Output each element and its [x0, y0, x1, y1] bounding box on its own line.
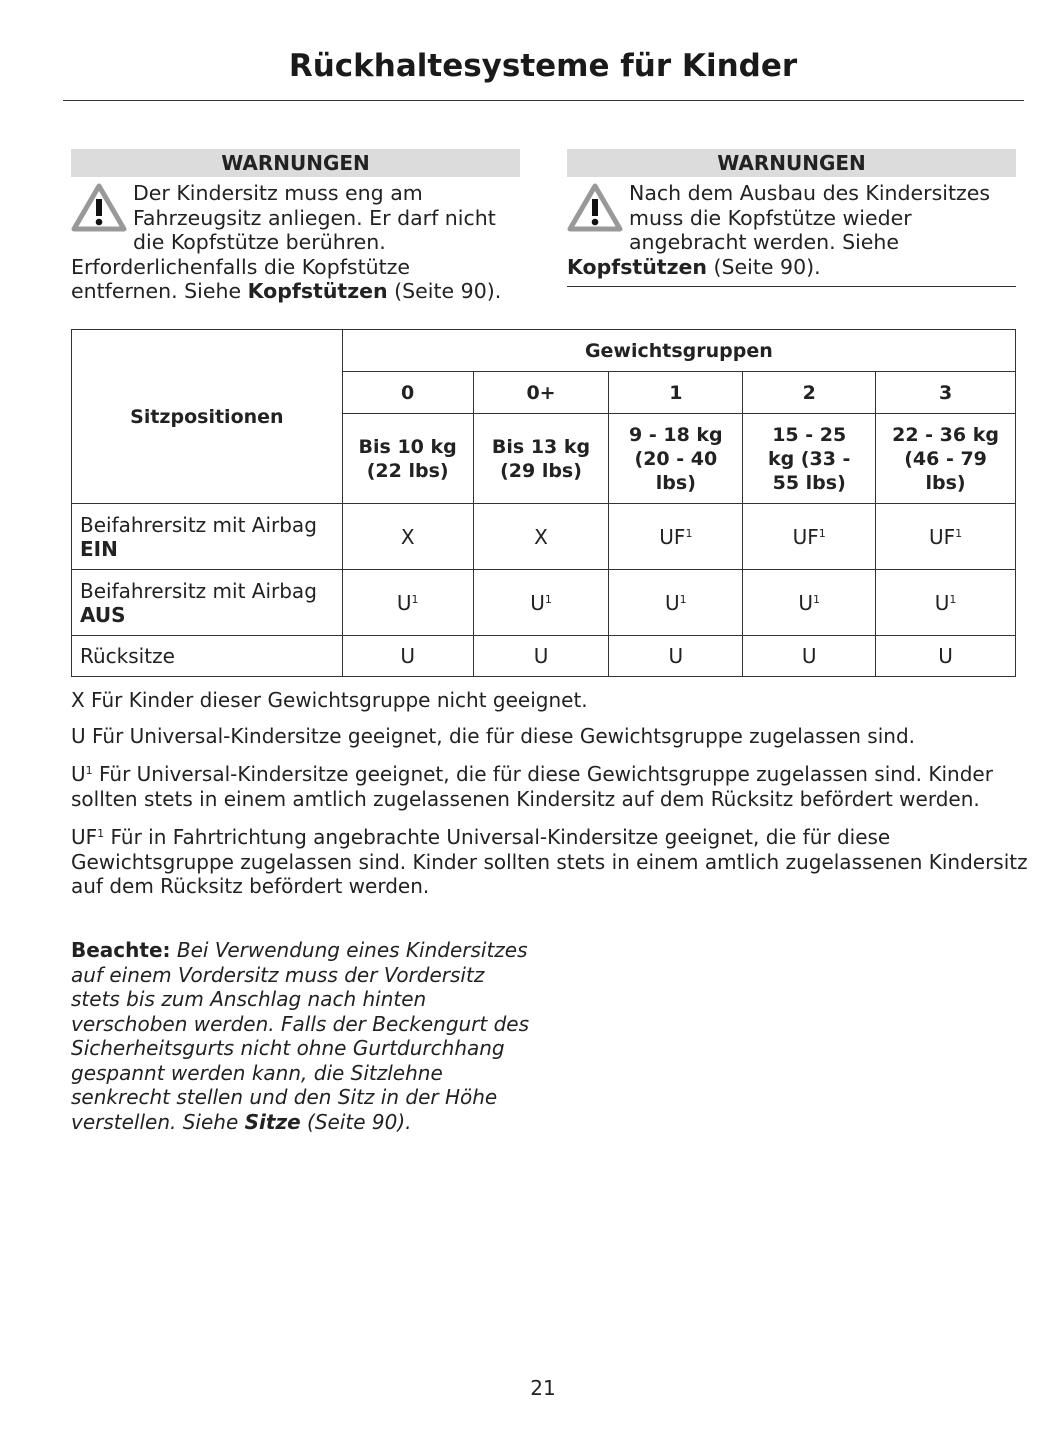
- weight-range: 9 - 18 kg (20 - 40 lbs): [609, 414, 743, 504]
- suitability-cell: [342, 570, 473, 636]
- legend-note: [71, 724, 1031, 749]
- title-divider: [63, 100, 1024, 101]
- weight-range: 15 - 25 kg (33 - 55 lbs): [743, 414, 876, 504]
- warning-triangle-icon: [567, 183, 623, 233]
- note-label: Beachte:: [71, 938, 171, 962]
- legend-text: Für Kinder dieser Gewichtsgruppe nicht geeignet.: [84, 688, 588, 712]
- seat-position-label: Beifahrersitz mit Airbag: [80, 512, 317, 537]
- suitability-code: U: [530, 590, 545, 615]
- legend-key: X: [71, 688, 85, 712]
- link-kopfstuetzen[interactable]: Kopfstützen: [247, 279, 388, 303]
- suitability-code: X: [400, 524, 415, 549]
- note-page-ref: (Seite 90).: [300, 1109, 412, 1134]
- table-row: [72, 570, 1016, 636]
- legend-note: [71, 759, 1031, 811]
- footnote-marker: 1: [685, 526, 693, 540]
- suitability-cell: [609, 504, 743, 570]
- suitability-cell: [743, 636, 876, 677]
- footnote-marker: 1: [97, 827, 105, 840]
- group-label: 3: [876, 372, 1016, 414]
- weight-range: 22 - 36 kg (46 - 79 lbs): [876, 414, 1016, 504]
- footnote-marker: 1: [818, 526, 826, 540]
- suitability-cell: [876, 636, 1016, 677]
- warning-text: Der Kindersitz muss eng am Fahrzeugsitz anliegen. Er darf nicht die Kopfstütze berühren. Erforderlichenfalls die Kopfstütze entfernen. Siehe: [71, 181, 496, 303]
- suitability-code: U: [400, 644, 415, 668]
- suitability-cell: [342, 504, 473, 570]
- warning-page-ref: (Seite 90).: [387, 279, 502, 303]
- legend-text: Für Universal-Kindersitze geeignet, die für diese Gewichtsgruppe zugelassen sind.: [85, 723, 916, 748]
- suitability-cell: [609, 570, 743, 636]
- note-paragraph: [71, 938, 531, 1134]
- legend-key: UF: [71, 825, 98, 849]
- legend-text: Für in Fahrtrichtung angebrachte Universal-Kindersitze geeignet, die für diese Gewichtsgruppe zugelassen sind. Kinder sollten stets in einem amtlich zugelassenen Kindersitz auf dem Rücksitz befördert werden.: [71, 825, 1028, 898]
- warning-triangle-icon: [71, 183, 127, 233]
- suitability-code: U: [396, 590, 412, 615]
- warning-page-ref: (Seite 90).: [707, 254, 821, 279]
- legend-key: U: [71, 762, 86, 786]
- suitability-code: U: [798, 590, 814, 615]
- suitability-code: U: [533, 644, 549, 668]
- footnote-marker: 1: [679, 592, 687, 606]
- child-seat-table: [71, 329, 1016, 677]
- seat-position-label: Beifahrersitz mit Airbag: [80, 578, 317, 603]
- group-label: 0: [342, 372, 473, 414]
- airbag-state: AUS: [80, 602, 126, 627]
- suitability-cell: [743, 504, 876, 570]
- link-sitze[interactable]: Sitze: [244, 1109, 301, 1134]
- suitability-code: X: [534, 524, 548, 549]
- table-row: [72, 504, 1016, 570]
- warning-heading: WARNUNGEN: [567, 149, 1016, 177]
- group-label: 0+: [473, 372, 609, 414]
- footnote-marker: 1: [411, 592, 419, 606]
- link-kopfstuetzen[interactable]: Kopfstützen: [567, 254, 708, 279]
- legend-notes: [71, 688, 1031, 910]
- suitability-code: U: [934, 590, 950, 615]
- suitability-code: UF: [928, 524, 956, 549]
- suitability-code: UF: [659, 524, 686, 549]
- footnote-marker: 1: [544, 592, 552, 606]
- airbag-state: EIN: [80, 536, 118, 561]
- suitability-cell: [743, 570, 876, 636]
- footnote-marker: 1: [949, 592, 957, 606]
- suitability-cell: [473, 636, 609, 677]
- seat-position-cell: [72, 570, 343, 636]
- suitability-cell: [473, 504, 609, 570]
- footnote-marker: 1: [813, 592, 821, 606]
- weight-range: Bis 13 kg (29 lbs): [473, 414, 609, 504]
- seat-position-cell: [72, 504, 343, 570]
- legend-key: U: [71, 723, 86, 748]
- row-header: Sitzpositionen: [72, 330, 343, 504]
- warning-box-2: [567, 149, 1016, 287]
- footnote-marker: 1: [85, 764, 93, 777]
- suitability-code: U: [668, 644, 684, 668]
- suitability-code: U: [938, 644, 953, 668]
- seat-position-cell: [72, 636, 343, 677]
- page-number: 21: [530, 1376, 556, 1400]
- legend-text: Für Universal-Kindersitze geeignet, die für diese Gewichtsgruppe zugelassen sind. Kinder sollten stets in einem amtlich zugelassenen Kindersitz auf dem Rücksitz befördert werden.: [71, 762, 993, 811]
- suitability-code: UF: [792, 524, 819, 549]
- suitability-cell: [876, 570, 1016, 636]
- suitability-cell: [876, 504, 1016, 570]
- group-label: 1: [609, 372, 743, 414]
- suitability-cell: [609, 636, 743, 677]
- suitability-cell: [342, 636, 473, 677]
- suitability-code: U: [665, 590, 680, 615]
- table-row: [72, 636, 1016, 677]
- group-label: 2: [743, 372, 876, 414]
- warning-heading: WARNUNGEN: [71, 149, 520, 177]
- suitability-code: U: [801, 644, 817, 668]
- weight-range: Bis 10 kg (22 lbs): [342, 414, 473, 504]
- seat-position-label: Rücksitze: [80, 644, 175, 668]
- legend-note: [71, 688, 1031, 713]
- page-title: Rückhaltesysteme für Kinder: [288, 48, 798, 84]
- footnote-marker: 1: [955, 526, 963, 540]
- warning-box-1: [71, 149, 520, 304]
- group-header: Gewichtsgruppen: [342, 330, 1015, 372]
- warning-text: Nach dem Ausbau des Kindersitzes muss die Kopfstütze wieder angebracht werden. Siehe: [629, 181, 991, 254]
- legend-note: [71, 822, 1031, 899]
- suitability-cell: [473, 570, 609, 636]
- note-text: Bei Verwendung eines Kindersitzes auf einem Vordersitz muss der Vordersitz stets bis zum Anschlag nach hinten verschoben werden. Falls der Beckengurt des Sicherheitsgurts nicht ohne Gurtdurchhang gespannt werden kann, die Sitzlehne senkrecht stellen und den Sitz in der Höhe verstellen. Siehe: [71, 938, 530, 1134]
